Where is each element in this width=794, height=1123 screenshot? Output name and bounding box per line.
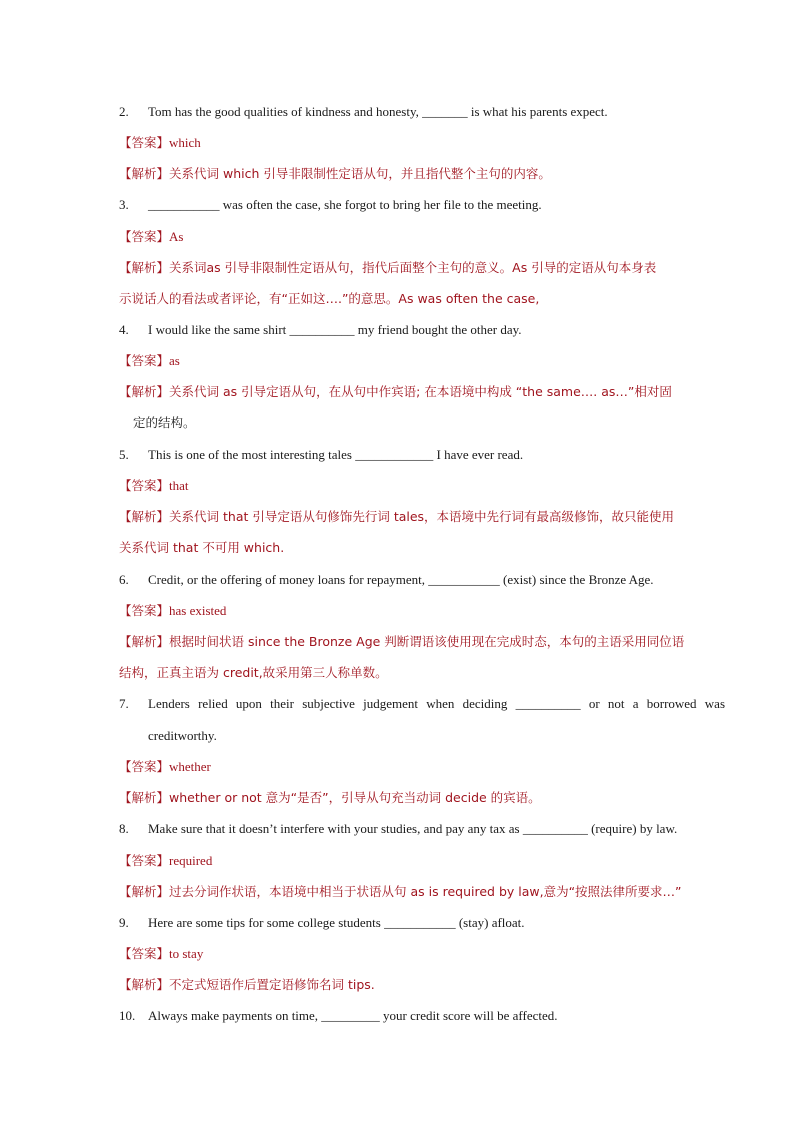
question-number: 10. bbox=[119, 1008, 136, 1023]
analysis-text: 不定式短语作后置定语修饰名词 tips. bbox=[169, 977, 375, 992]
question-2 bbox=[119, 103, 725, 121]
analysis-4 bbox=[119, 383, 725, 401]
analysis-label: 【解析】 bbox=[119, 884, 170, 899]
question-number: 9. bbox=[119, 915, 129, 930]
analysis-6-cont bbox=[119, 664, 725, 682]
analysis-7 bbox=[119, 789, 725, 807]
analysis-label: 【解析】 bbox=[119, 790, 170, 805]
question-number: 8. bbox=[119, 821, 129, 836]
question-text: Credit, or the offering of money loans for repayment, ___________ (exist) since the Bronze Age. bbox=[148, 572, 654, 587]
answer-7 bbox=[119, 758, 725, 776]
analysis-text-cont: 示说话人的看法或者评论，有“正如这….”的意思。As was often the case, bbox=[119, 291, 540, 306]
analysis-6 bbox=[119, 633, 725, 651]
answer-text: which bbox=[169, 135, 201, 150]
analysis-label: 【解析】 bbox=[119, 384, 170, 399]
question-text: Tom has the good qualities of kindness and honesty, _______ is what his parents expect. bbox=[148, 104, 608, 119]
analysis-label: 【解析】 bbox=[119, 509, 170, 524]
analysis-5 bbox=[119, 508, 725, 526]
question-text: Make sure that it doesn’t interfere with your studies, and pay any tax as __________ (require) by law. bbox=[148, 821, 678, 836]
question-7-cont bbox=[119, 727, 754, 745]
question-text: Lenders relied upon their subjective judgement when deciding __________ or not a borrowed was bbox=[148, 696, 725, 711]
answer-label: 【答案】 bbox=[119, 946, 170, 961]
question-number: 4. bbox=[119, 322, 129, 337]
analysis-3-cont bbox=[119, 290, 725, 308]
question-8 bbox=[119, 820, 725, 838]
analysis-text: 关系代词 that 引导定语从句修饰先行词 tales，本语境中先行词有最高级修饰，故只能使用 bbox=[169, 509, 675, 524]
analysis-label: 【解析】 bbox=[119, 634, 170, 649]
answer-text: whether bbox=[169, 759, 211, 774]
answer-text: that bbox=[169, 478, 189, 493]
question-6 bbox=[119, 571, 725, 589]
question-text: ___________ was often the case, she forgot to bring her file to the meeting. bbox=[148, 197, 542, 212]
question-text: Always make payments on time, _________ your credit score will be affected. bbox=[148, 1008, 558, 1023]
question-4 bbox=[119, 321, 725, 339]
question-text-cont: creditworthy. bbox=[148, 728, 217, 743]
answer-label: 【答案】 bbox=[119, 229, 170, 244]
analysis-text: 关系词as 引导非限制性定语从句，指代后面整个主句的意义。As 引导的定语从句本身表 bbox=[169, 260, 657, 275]
question-3 bbox=[119, 196, 725, 214]
analysis-text: 关系代词 which 引导非限制性定语从句，并且指代整个主句的内容。 bbox=[169, 166, 551, 181]
question-7 bbox=[119, 695, 725, 713]
analysis-8 bbox=[119, 883, 725, 901]
analysis-text: whether or not 意为“是否”，引导从句充当动词 decide 的宾语。 bbox=[169, 790, 541, 805]
answer-text: has existed bbox=[169, 603, 227, 618]
question-number: 3. bbox=[119, 197, 129, 212]
analysis-label: 【解析】 bbox=[119, 977, 170, 992]
question-text: Here are some tips for some college students ___________ (stay) afloat. bbox=[148, 915, 525, 930]
analysis-label: 【解析】 bbox=[119, 260, 170, 275]
analysis-text: 过去分词作状语，本语境中相当于状语从句 as is required by law,意为“按照法律所要求…” bbox=[169, 884, 682, 899]
question-9 bbox=[119, 914, 725, 932]
answer-label: 【答案】 bbox=[119, 759, 170, 774]
answer-label: 【答案】 bbox=[119, 478, 170, 493]
question-text: I would like the same shirt __________ my friend bought the other day. bbox=[148, 322, 522, 337]
answer-8 bbox=[119, 852, 725, 870]
answer-text: required bbox=[169, 853, 213, 868]
analysis-text-cont: 定的结构。 bbox=[133, 415, 196, 430]
analysis-label: 【解析】 bbox=[119, 166, 170, 181]
answer-text: As bbox=[169, 229, 184, 244]
analysis-text-cont: 结构，正真主语为 credit,故采用第三人称单数。 bbox=[119, 665, 388, 680]
answer-2 bbox=[119, 134, 725, 152]
analysis-2 bbox=[119, 165, 725, 183]
question-number: 6. bbox=[119, 572, 129, 587]
answer-label: 【答案】 bbox=[119, 853, 170, 868]
analysis-9 bbox=[119, 976, 725, 994]
answer-5 bbox=[119, 477, 725, 495]
analysis-4-cont bbox=[119, 414, 739, 432]
question-10 bbox=[119, 1007, 725, 1025]
answer-3 bbox=[119, 228, 725, 246]
answer-label: 【答案】 bbox=[119, 603, 170, 618]
question-number: 2. bbox=[119, 104, 129, 119]
analysis-3 bbox=[119, 259, 725, 277]
analysis-text: 关系代词 as 引导定语从句，在从句中作宾语; 在本语境中构成 “the same…. as…”相对固 bbox=[169, 384, 672, 399]
analysis-text-cont: 关系代词 that 不可用 which. bbox=[119, 540, 285, 555]
answer-label: 【答案】 bbox=[119, 353, 170, 368]
question-text: This is one of the most interesting tales ____________ I have ever read. bbox=[148, 447, 524, 462]
analysis-5-cont bbox=[119, 539, 725, 557]
answer-text: to stay bbox=[169, 946, 204, 961]
answer-9 bbox=[119, 945, 725, 963]
analysis-text: 根据时间状语 since the Bronze Age 判断谓语该使用现在完成时态，本句的主语采用同位语 bbox=[169, 634, 685, 649]
question-5 bbox=[119, 446, 725, 464]
question-number: 7. bbox=[119, 696, 129, 711]
answer-text: as bbox=[169, 353, 180, 368]
answer-6 bbox=[119, 602, 725, 620]
answer-label: 【答案】 bbox=[119, 135, 170, 150]
question-number: 5. bbox=[119, 447, 129, 462]
answer-4 bbox=[119, 352, 725, 370]
